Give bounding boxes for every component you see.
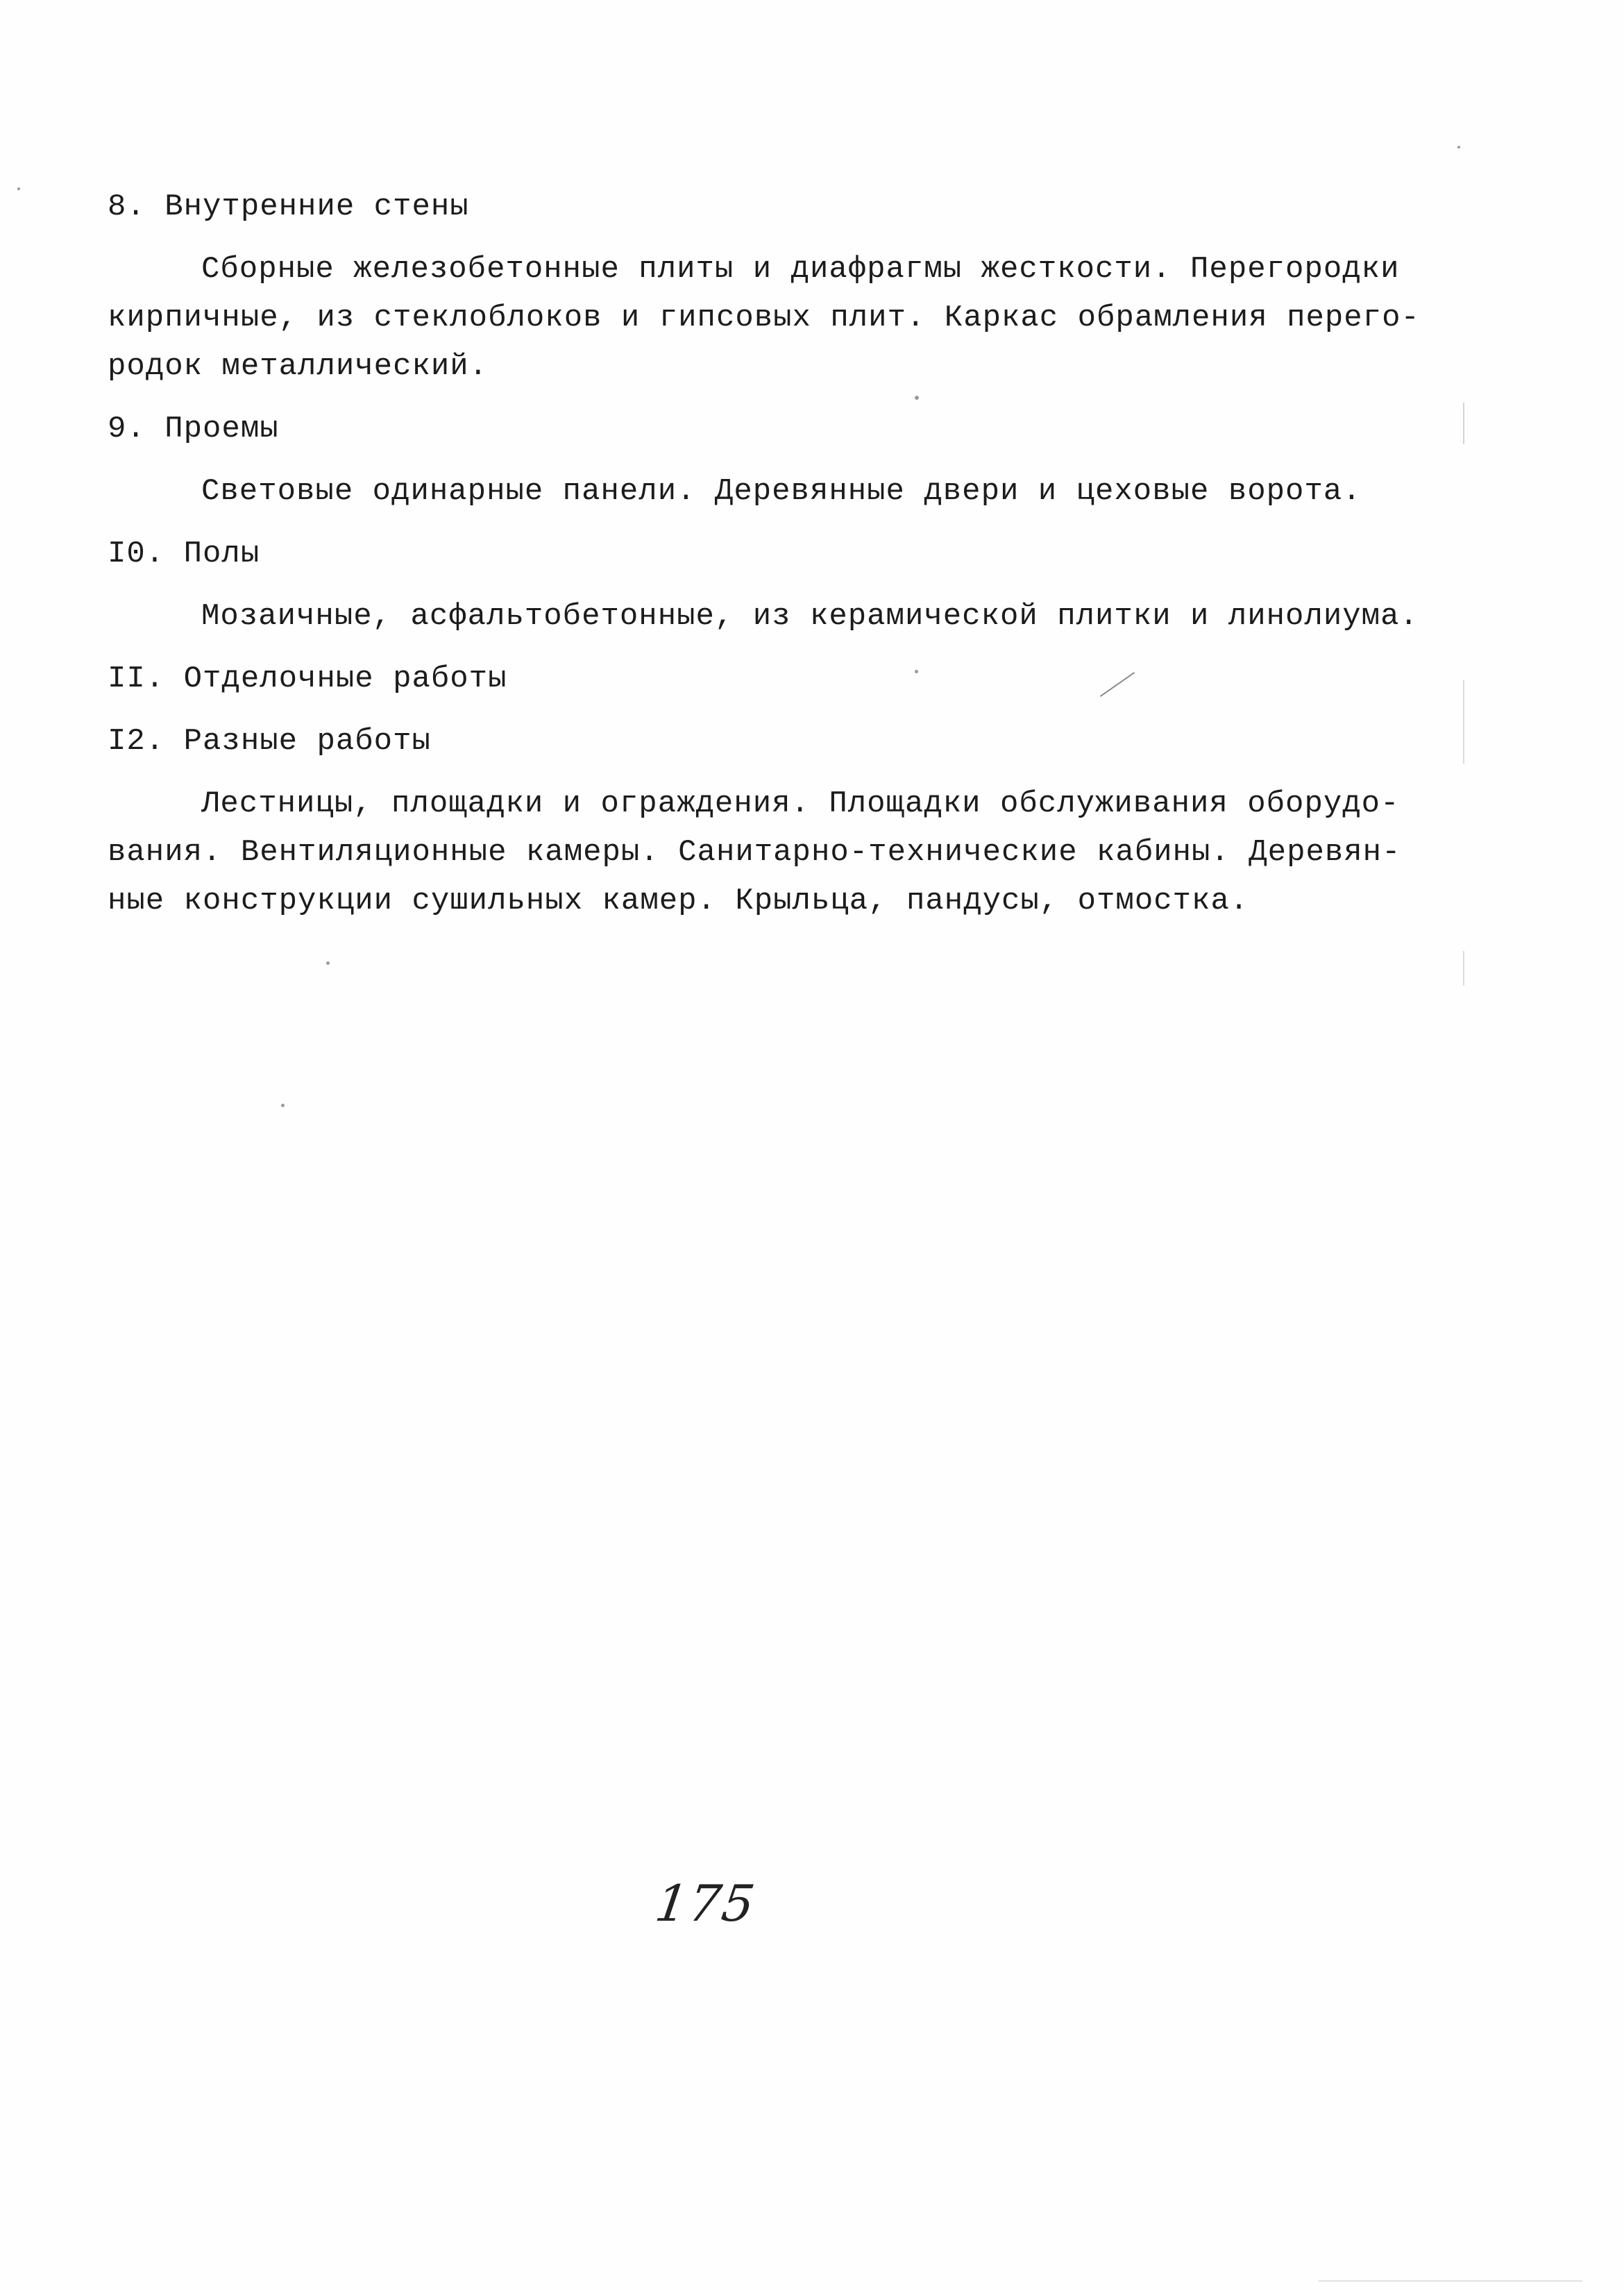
section-8-heading: 8. Внутренние стены [108,190,469,224]
scan-speck [281,1104,285,1107]
scan-speck [915,670,918,673]
scan-speck [915,396,919,400]
scan-speck [1457,146,1460,149]
section-9-text-line-1: Световые одинарные панели. Деревянные двери и цеховые ворота. [201,474,1362,509]
section-10-text-line-1: Мозаичные, асфальтобетонные, из керамической плитки и линолиума. [201,599,1419,634]
page-number: 175 [652,1874,760,1933]
section-12-text-line-2: вания. Вентиляционные камеры. Санитарно-технические кабины. Деревян- [108,835,1401,870]
scan-speck [17,187,20,190]
section-12-text-line-3: ные конструкции сушильных камер. Крыльца, пандусы, отмостка. [108,884,1249,918]
section-9-heading: 9. Проемы [108,412,279,446]
scan-speck [326,961,330,965]
section-10-heading: I0. Полы [108,537,260,571]
section-12-heading: I2. Разные работы [108,724,431,759]
section-11-heading: II. Отделочные работы [108,662,507,696]
section-12-text-line-1: Лестницы, площадки и ограждения. Площадки обслуживания оборудо- [201,786,1400,821]
edge-mark [1319,2280,1582,2282]
edge-mark [1463,951,1464,986]
section-8-text-line-1: Сборные железобетонные плиты и диафрагмы жесткости. Перегородки [201,252,1400,287]
section-8-text-line-3: родок металлический. [108,349,489,384]
section-8-text-line-2: кирпичные, из стеклоблоков и гипсовых плит. Каркас обрамления перего- [108,301,1420,335]
pen-mark [1100,672,1135,697]
edge-mark [1463,680,1464,764]
edge-mark [1463,403,1464,444]
